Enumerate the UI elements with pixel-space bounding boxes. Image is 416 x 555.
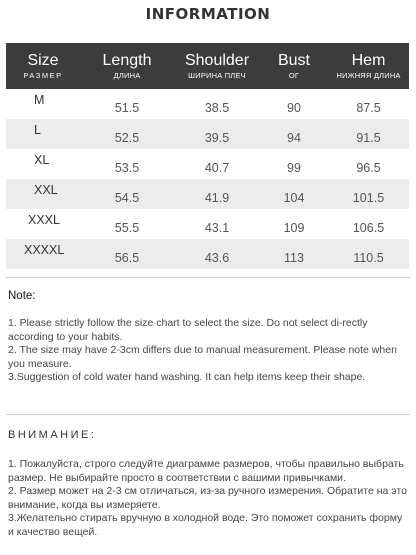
russian-note-heading: ВНИМАНИЕ:: [8, 429, 97, 441]
hem-cell: 87.5: [356, 101, 381, 115]
russian-note-line: 3.Желательно стирать вручную в холодной воде. Это поможет сохранить форму и качество вещей.: [8, 512, 403, 538]
size-cell: XL: [34, 153, 50, 167]
hem-cell: 106.5: [352, 221, 385, 235]
size-cell: XXXXL: [24, 243, 65, 257]
hem-cell: 101.5: [352, 191, 385, 205]
table-row: [6, 119, 409, 149]
table-row: [6, 89, 409, 119]
note-body: [8, 317, 408, 385]
length-cell: 51.5: [114, 101, 140, 115]
header-shoulder-sublabel: ШИРИНА ПЛЕЧ: [188, 71, 246, 81]
header-size-sublabel: РАЗМЕР: [23, 71, 63, 81]
length-cell: 52.5: [114, 131, 140, 145]
header-length-label: Length: [102, 51, 152, 69]
hem-cell: 96.5: [356, 161, 381, 175]
shoulder-cell: 41.9: [204, 191, 230, 205]
note-heading: Note:: [8, 290, 36, 302]
bust-cell: 104: [283, 191, 305, 205]
shoulder-cell: 43.1: [204, 221, 230, 235]
bust-cell: 99: [287, 161, 301, 175]
bust-cell: 113: [284, 251, 304, 265]
hem-cell: 91.5: [356, 131, 381, 145]
header-length-sublabel: ДЛИНА: [113, 71, 141, 81]
header-hem-sublabel: НИЖНЯЯ ДЛИНА: [336, 71, 401, 81]
divider: [6, 277, 410, 278]
bust-cell: 94: [287, 131, 301, 145]
header-size-label: Size: [27, 51, 59, 69]
shoulder-cell: 43.6: [204, 251, 230, 265]
note-line: 3.Suggestion of cold water hand washing. It can help items keep their shape.: [8, 371, 366, 383]
note-line: 2. The size may have 2-3cm differs due to manual measurement. Please note when you measure.: [8, 344, 397, 370]
header-shoulder-label: Shoulder: [184, 51, 250, 69]
header-bust-label: Bust: [277, 51, 310, 69]
russian-note-body: [8, 458, 408, 539]
size-cell: L: [34, 123, 41, 137]
table-row: [6, 149, 409, 179]
size-cell: XXXL: [28, 213, 60, 227]
shoulder-cell: 40.7: [204, 161, 230, 175]
length-cell: 55.5: [114, 221, 140, 235]
header-bust: [260, 43, 328, 89]
table-row: [6, 239, 409, 269]
header-bust-sublabel: ОГ: [288, 71, 300, 81]
table-row: [6, 179, 409, 209]
table-row: [6, 209, 409, 239]
length-cell: 54.5: [114, 191, 140, 205]
length-cell: 56.5: [114, 251, 140, 265]
shoulder-cell: 38.5: [204, 101, 230, 115]
size-cell: XXL: [34, 183, 58, 197]
header-hem: [328, 43, 409, 89]
header-length: [80, 43, 174, 89]
table-header-row: [6, 43, 409, 89]
length-cell: 53.5: [114, 161, 140, 175]
size-cell: M: [34, 93, 45, 107]
note-line: 1. Please strictly follow the size chart to select the size. Do not select di-rectly according to your habits.: [8, 317, 368, 343]
header-size: [6, 43, 80, 89]
bust-cell: 90: [287, 101, 301, 115]
size-chart-table: [6, 43, 409, 269]
header-shoulder: [174, 43, 260, 89]
bust-cell: 109: [283, 221, 305, 235]
page-title: INFORMATION: [145, 5, 271, 23]
divider: [6, 414, 410, 415]
russian-note-line: 2. Размер может на 2-3 см отличаться, из-за ручного измерения. Обратите на это внимание, когда вы измеряете.: [8, 485, 407, 511]
russian-note-line: 1. Пожалуйста, строго следуйте диаграмме размеров, чтобы правильно выбрать размер. Не выбирайте просто в соответствии с вашими привычками.: [8, 458, 404, 484]
shoulder-cell: 39.5: [204, 131, 230, 145]
hem-cell: 110.5: [353, 251, 384, 265]
header-hem-label: Hem: [351, 51, 386, 69]
